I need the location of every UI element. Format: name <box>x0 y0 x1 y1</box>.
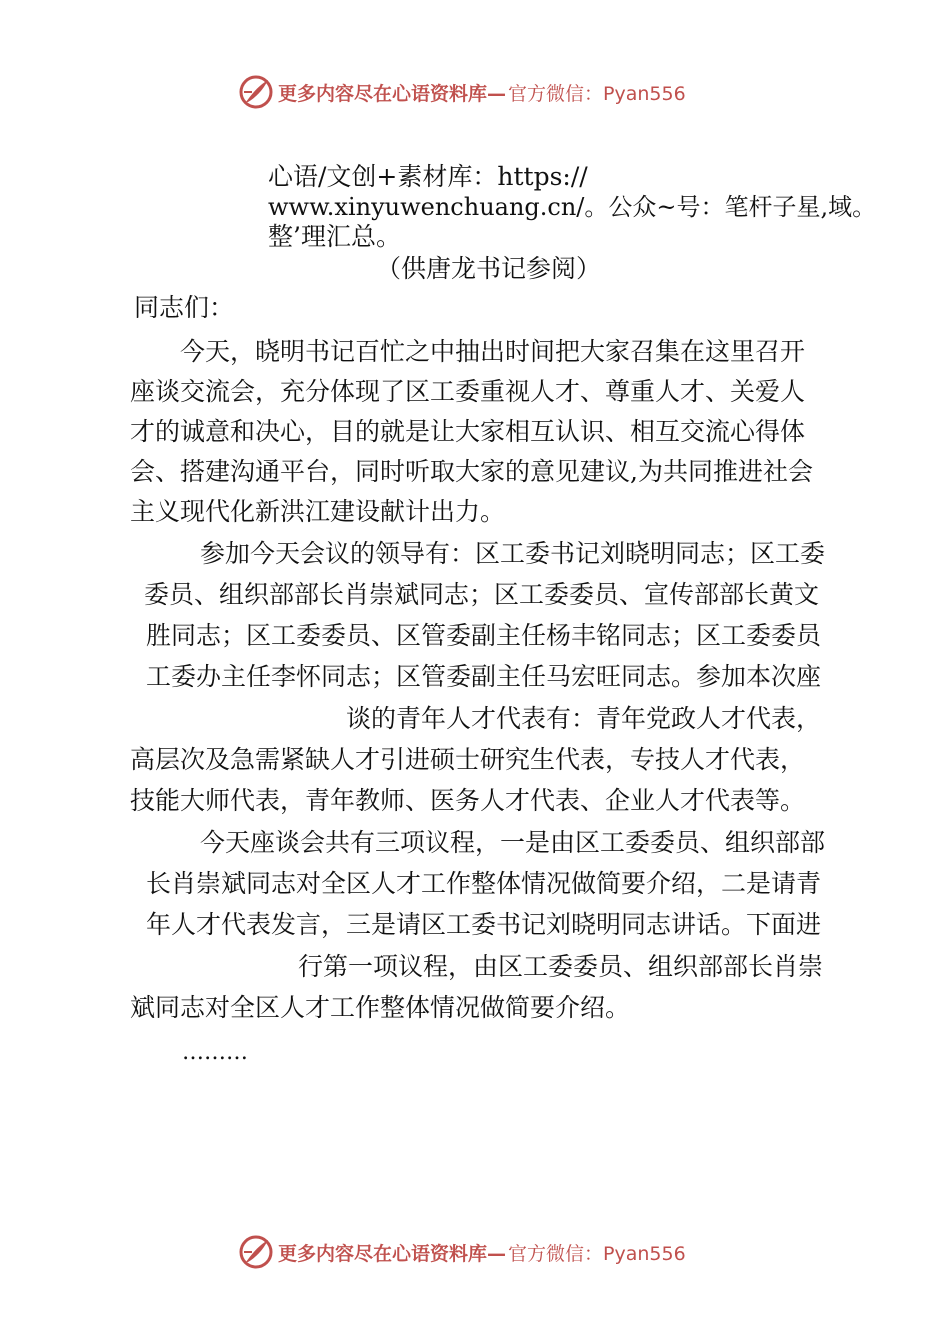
subtitle: （供唐龙书记参阅） <box>376 254 602 283</box>
paragraph2-line-3: 胜同志；区工委委员、区管委副主任杨丰铭同志；区工委委员 <box>146 621 822 650</box>
watermark-contact: 官方微信：Pyan556 <box>508 1242 686 1265</box>
watermark-contact: 官方微信：Pyan556 <box>508 82 686 105</box>
paragraph3-line-3: 年人才代表发言，三是请区工委书记刘晓明同志讲话。下面进 <box>146 910 822 939</box>
quill-logo-icon <box>238 1234 274 1270</box>
paragraph2-line-2: 委员、组织部部长肖崇斌同志；区工委委员、宣传部部长黄文 <box>144 580 820 609</box>
paragraph3-line-5: 斌同志对全区人才工作整体情况做简要介绍。 <box>130 993 631 1022</box>
ellipsis: ……… <box>182 1040 248 1065</box>
paragraph1-line-5: 主义现代化新洪江建设献计出力。 <box>130 497 506 526</box>
header-line-2: www.xinyuwenchuang.cn/。公众~号：笔杆子星,域。 <box>268 193 877 221</box>
watermark-text: 更多内容尽在心语资料库— <box>278 82 507 105</box>
quill-logo-icon <box>238 74 274 110</box>
paragraph1-line-2: 座谈交流会，充分体现了区工委重视人才、尊重人才、关爱人 <box>130 377 806 406</box>
greeting: 同志们： <box>134 293 235 322</box>
watermark-text: 更多内容尽在心语资料库— <box>278 1242 507 1265</box>
paragraph3-line-1: 今天座谈会共有三项议程，一是由区工委委员、组织部部 <box>200 828 826 857</box>
header-line-3: 整’理汇总。 <box>268 222 401 251</box>
paragraph1-line-4: 会、搭建沟通平台，同时听取大家的意见建议,为共同推进社会 <box>130 457 813 486</box>
paragraph1-line-1: 今天，晓明书记百忙之中抽出时间把大家召集在这里召开 <box>180 337 806 366</box>
paragraph3-line-4: 行第一项议程，由区工委委员、组织部部长肖崇 <box>298 952 824 981</box>
paragraph2-line-7: 技能大师代表，青年教师、医务人才代表、企业人才代表等。 <box>130 786 806 815</box>
header-line-1: 心语/文创+素材库：https:// <box>268 162 588 191</box>
paragraph2-line-6: 高层次及急需紧缺人才引进硕士研究生代表，专技人才代表， <box>130 745 806 774</box>
paragraph2-line-5: 谈的青年人才代表有：青年党政人才代表， <box>346 704 822 733</box>
bottom-watermark-banner <box>238 1232 686 1272</box>
top-watermark-banner <box>238 72 686 112</box>
paragraph1-line-3: 才的诚意和决心，目的就是让大家相互认识、相互交流心得体 <box>130 417 806 446</box>
paragraph2-line-4: 工委办主任李怀同志；区管委副主任马宏旺同志。参加本次座 <box>146 662 822 691</box>
paragraph2-line-1: 参加今天会议的领导有：区工委书记刘晓明同志；区工委 <box>200 539 826 568</box>
paragraph3-line-2: 长肖崇斌同志对全区人才工作整体情况做简要介绍，二是请青 <box>146 869 822 898</box>
